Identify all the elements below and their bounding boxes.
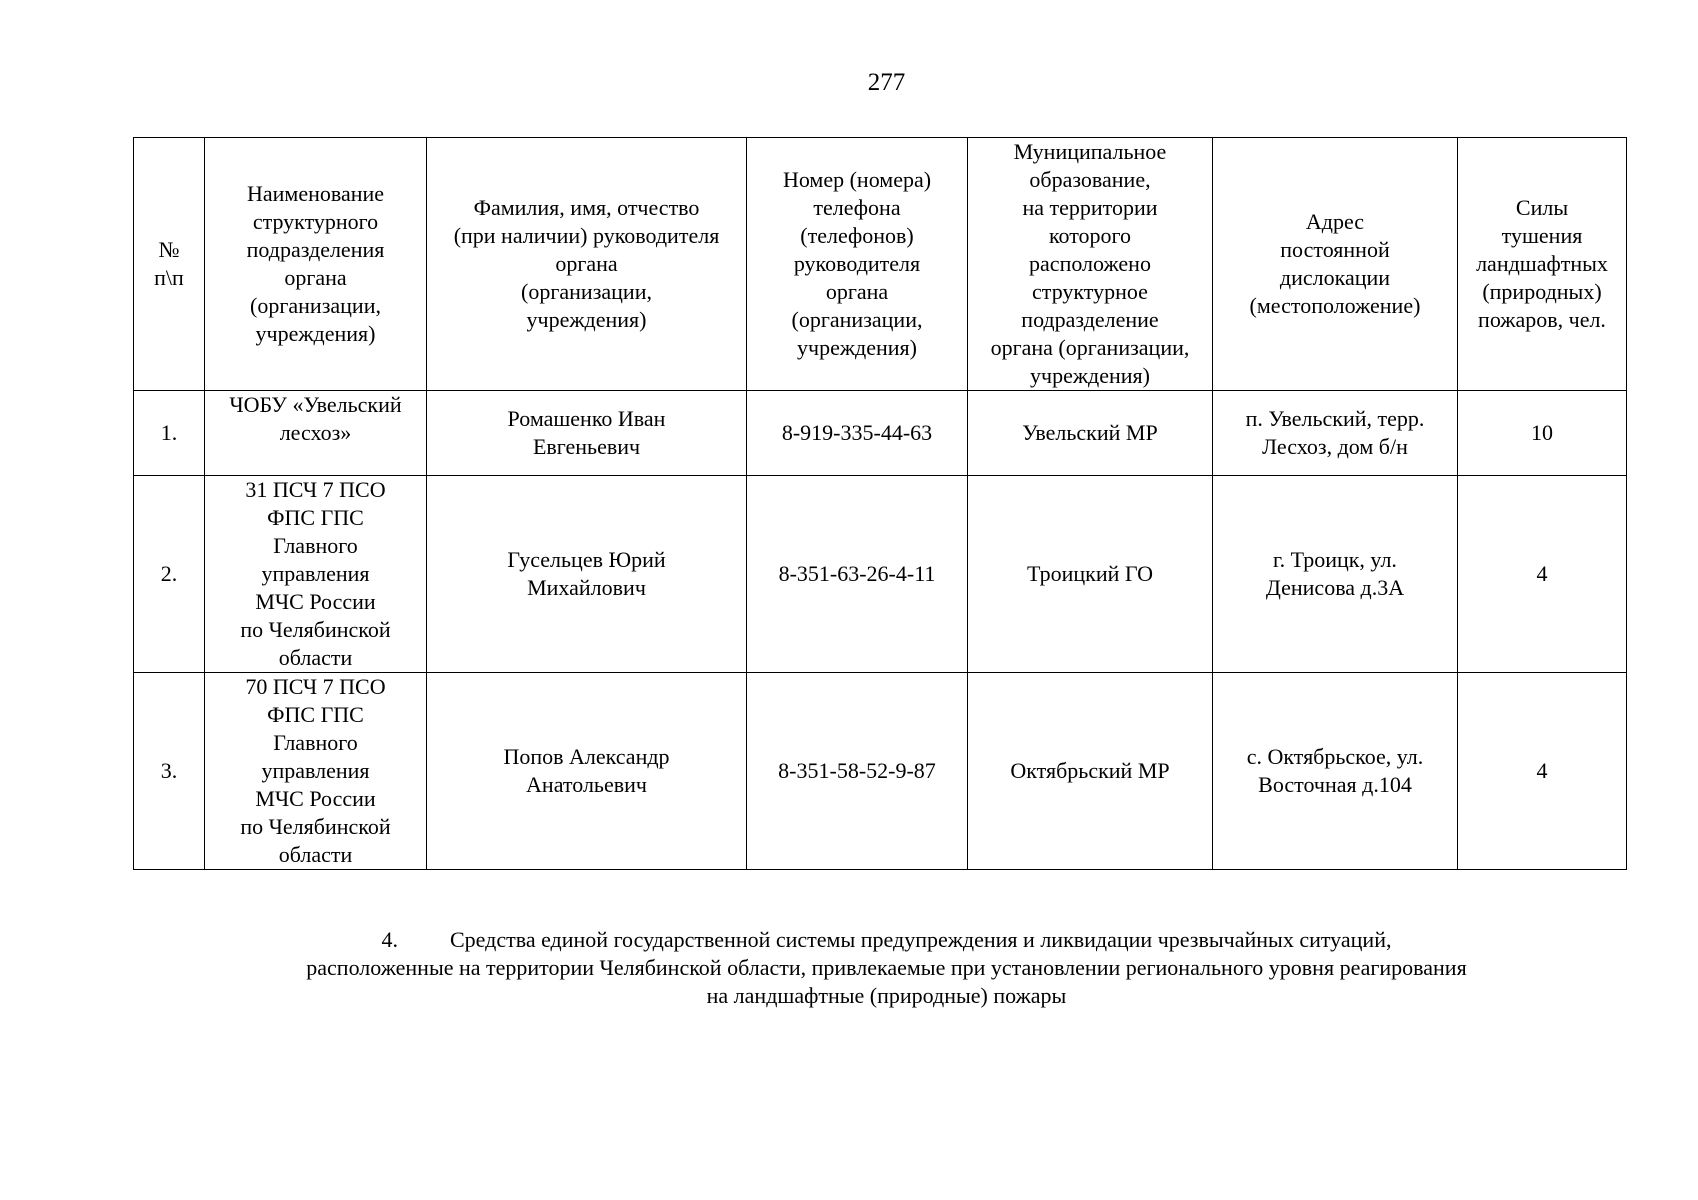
table-header-row bbox=[134, 138, 1627, 391]
table-row bbox=[134, 476, 1627, 673]
table-row bbox=[134, 673, 1627, 870]
cell-number: 2. bbox=[134, 476, 205, 673]
cell-unit-name: 31 ПСЧ 7 ПСО ФПС ГПС Главного управления МЧС России по Челябинской области bbox=[205, 476, 427, 673]
cell-municipality: Октябрьский МР bbox=[968, 673, 1213, 870]
header-address: Адрес постоянной дислокации (местоположение) bbox=[1213, 138, 1458, 391]
cell-forces: 10 bbox=[1458, 391, 1627, 476]
cell-address: г. Троицк, ул. Денисова д.3А bbox=[1213, 476, 1458, 673]
cell-number: 1. bbox=[134, 391, 205, 476]
page-number: 277 bbox=[867, 69, 906, 96]
section-line-3: на ландшафтные (природные) пожары bbox=[706, 983, 1067, 1008]
cell-unit-name: 70 ПСЧ 7 ПСО ФПС ГПС Главного управления МЧС России по Челябинской области bbox=[205, 673, 427, 870]
cell-phone: 8-919-335-44-63 bbox=[747, 391, 968, 476]
cell-address: с. Октябрьское, ул. Восточная д.104 bbox=[1213, 673, 1458, 870]
units-table bbox=[133, 137, 1627, 870]
cell-phone: 8-351-63-26-4-11 bbox=[747, 476, 968, 673]
header-unit-name: Наименование структурного подразделения органа (организации, учреждения) bbox=[205, 138, 427, 391]
cell-phone: 8-351-58-52-9-87 bbox=[747, 673, 968, 870]
cell-forces: 4 bbox=[1458, 476, 1627, 673]
cell-number: 3. bbox=[134, 673, 205, 870]
cell-head-name: Ромашенко Иван Евгеньевич bbox=[427, 391, 747, 476]
header-forces: Силы тушения ландшафтных (природных) пожаров, чел. bbox=[1458, 138, 1627, 391]
header-number: № п\п bbox=[134, 138, 205, 391]
header-phone: Номер (номера) телефона (телефонов) руководителя органа (организации, учреждения) bbox=[747, 138, 968, 391]
section-line-2: расположенные на территории Челябинской области, привлекаемые при установлении регионального уровня реагирования bbox=[306, 955, 1467, 980]
header-municipality: Муниципальное образование, на территории которого расположено структурное подразделение органа (организации, учреждения) bbox=[968, 138, 1213, 391]
section-heading bbox=[0, 926, 1698, 1010]
table-row bbox=[134, 391, 1627, 476]
cell-address: п. Увельский, терр. Лесхоз, дом б/н bbox=[1213, 391, 1458, 476]
header-head-name: Фамилия, имя, отчество (при наличии) руководителя органа (организации, учреждения) bbox=[427, 138, 747, 391]
cell-forces: 4 bbox=[1458, 673, 1627, 870]
cell-head-name: Гусельцев Юрий Михайлович bbox=[427, 476, 747, 673]
cell-unit-name: ЧОБУ «Увельский лесхоз» bbox=[205, 391, 427, 476]
cell-municipality: Увельский МР bbox=[968, 391, 1213, 476]
cell-municipality: Троицкий ГО bbox=[968, 476, 1213, 673]
section-number: 4. bbox=[381, 927, 398, 952]
cell-head-name: Попов Александр Анатольевич bbox=[427, 673, 747, 870]
section-line-1: Средства единой государственной системы предупреждения и ликвидации чрезвычайных ситуаций, bbox=[450, 927, 1392, 952]
